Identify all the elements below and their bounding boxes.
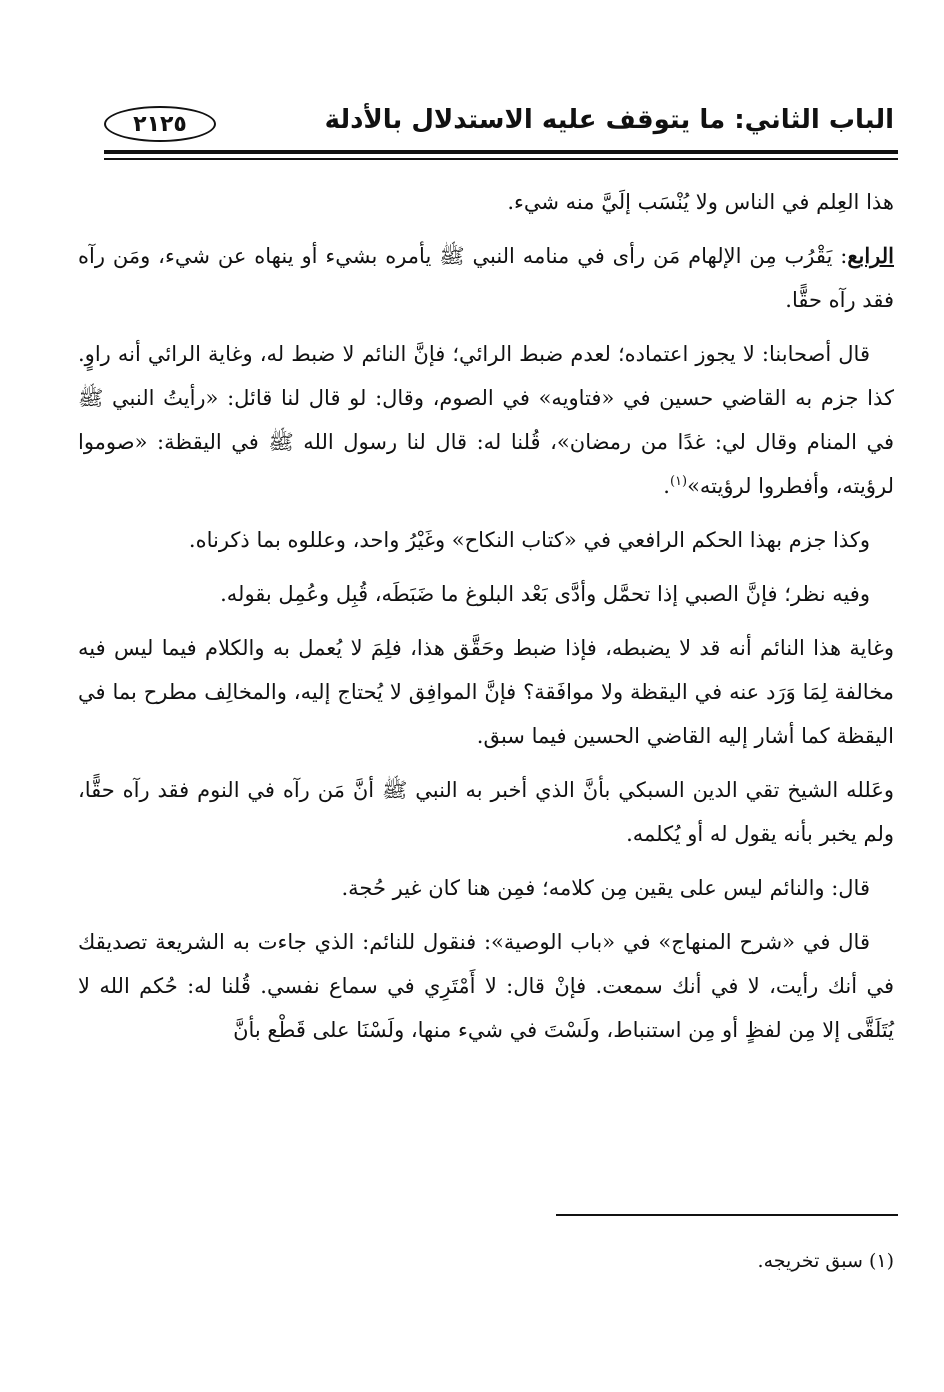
paragraph-2-text: : يَقْرُب مِن الإلهام مَن رأى في منامه النبي ﷺ يأمره بشيء أو ينهاه عن شيء، ومَن رآه فقد رآه حقًّا. — [78, 244, 894, 312]
footnote-ref: (١) — [669, 474, 688, 489]
header-rule-thin — [104, 158, 898, 160]
footnote: (١) سبق تخريجه. — [757, 1250, 894, 1272]
paragraph-7: وعَلله الشيخ تقي الدين السبكي بأنَّ الذي أخبر به النبي ﷺ أنَّ مَن رآه في النوم فقد رآه حقًّا، ولم يخبر بأنه يقول له أو يُكلمه. — [78, 778, 894, 846]
page-header — [104, 100, 894, 148]
paragraph-4: وكذا جزم بهذا الحكم الرافعي في «كتاب النكاح» وغَيْرُ واحد، وعللوه بما ذكرناه. — [188, 528, 870, 552]
paragraph-3-text: قال أصحابنا: لا يجوز اعتماده؛ لعدم ضبط الرائي؛ فإنَّ النائم لا ضبط له، وغاية الرائي أنه راوٍ. كذا جزم به القاضي حسين في «فتاويه» في الصوم، وقال: لو قال لنا قائل: «رأيتُ النبي ﷺ في المنام وقال لي: غدًا من رمضان»، قُلنا له: قال لنا رسول الله ﷺ في اليقظة: «صوموا لرؤيته، وأفطروا لرؤيته» — [78, 342, 894, 498]
paragraph-3-end: . — [663, 474, 670, 498]
header-rule-thick — [104, 150, 898, 154]
paragraph-8: قال: والنائم ليس على يقين مِن كلامه؛ فمِن هنا كان غير حُجة. — [341, 876, 870, 900]
footnote-separator — [556, 1214, 898, 1216]
paragraph-6: وغاية هذا النائم أنه قد لا يضبطه، فإذا ضبط وحَقَّق هذا، فلِمَ لا يُعمل به والكلام فيما ليس فيه مخالفة لِمَا وَرَد عنه في اليقظة ولا موافَقة؟ فإنَّ الموافِق لا يُحتاج إليه، والمخالِف مطرح بما في اليقظة كما أشار إليه القاضي الحسين فيما سبق. — [78, 636, 894, 748]
paragraph-2-lead: الرابع — [847, 243, 894, 268]
chapter-title: الباب الثاني: ما يتوقف عليه الاستدلال بالأدلة — [324, 105, 894, 135]
paragraph-5: وفيه نظر؛ فإنَّ الصبي إذا تحمَّل وأدَّى بَعْد البلوغ ما ضَبَطَه، قُبِل وعُمِل بقوله. — [220, 582, 870, 606]
paragraph-2 — [78, 234, 894, 322]
paragraph-9: قال في «شرح المنهاج» في «باب الوصية»: فنقول للنائم: الذي جاءت به الشريعة تصديقك في أنك رأيت، لا في أنك سمعت. فإنْ قال: لا أَمْتَرِي في سماع نفسي. قُلنا له: حُكم الله لا يُتَلَقَّى إلا مِن لفظٍ أو مِن استنباط، ولَسْتَ في شيء منها، ولَسْنَا على قَطْع بأنَّ — [78, 930, 894, 1042]
page-number: ٢١٢٥ — [104, 106, 216, 142]
paragraph-1: هذا العِلم في الناس ولا يُنْسَب إلَيَّ منه شيء. — [507, 190, 894, 214]
body-text — [78, 180, 894, 1062]
paragraph-3 — [78, 332, 894, 508]
